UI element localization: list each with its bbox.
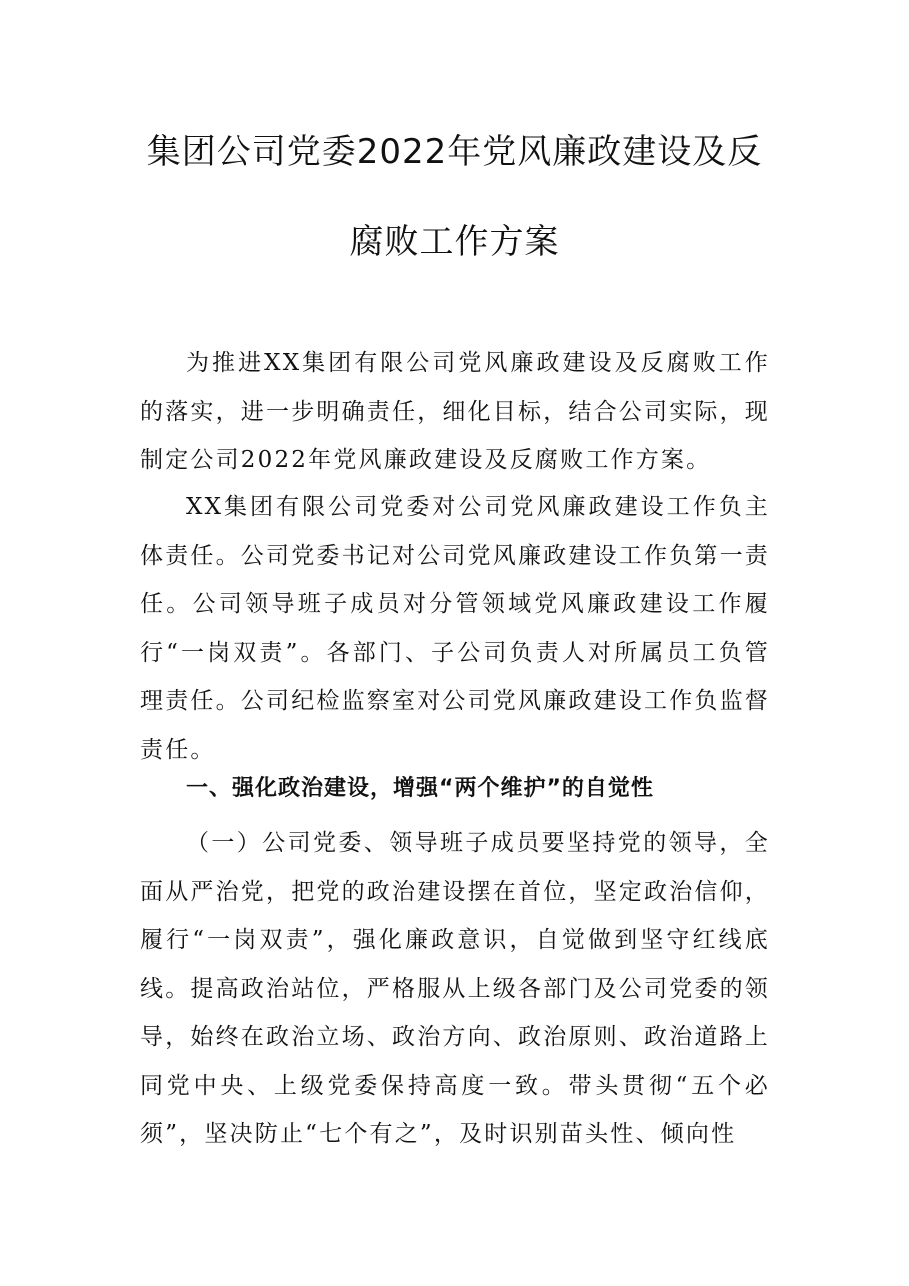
document-title-line-1: 集团公司党委2022年党风廉政建设及反 [146,132,763,172]
section-1-heading: 一、强化政治建设，增强“两个维护”的自觉性 [186,776,654,801]
document-title-line-2: 腐败工作方案 [349,222,560,262]
intro-paragraph: 为推进XX集团有限公司党风廉政建设及反腐败工作的落实，进一步明确责任，细化目标，结合公司实际，现制定公司2022年党风廉政建设及反腐败工作方案。 [140,350,770,473]
section-1-paragraph-1: （一）公司党委、领导班子成员要坚持党的领导，全面从严治党，把党的政治建设摆在首位，坚定政治信仰，履行“一岗双责”，强化廉政意识，自觉做到坚守红线底线。提高政治站位，严格服从上级各部门及公司党委的领导，始终在政治立场、政治方向、政治原则、政治道路上同党中央、上级党委保持高度一致。带头贯彻“五个必须”，坚决防止“七个有之”，及时识别苗头性、倾向性 [140,830,770,1147]
responsibility-paragraph: XX集团有限公司党委对公司党风廉政建设工作负主体责任。公司党委书记对公司党风廉政建设工作负第一责任。公司领导班子成员对分管领域党风廉政建设工作履行“一岗双责”。各部门、子公司负责人对所属员工负管理责任。公司纪检监察室对公司党风廉政建设工作负监督责任。 [140,494,770,763]
